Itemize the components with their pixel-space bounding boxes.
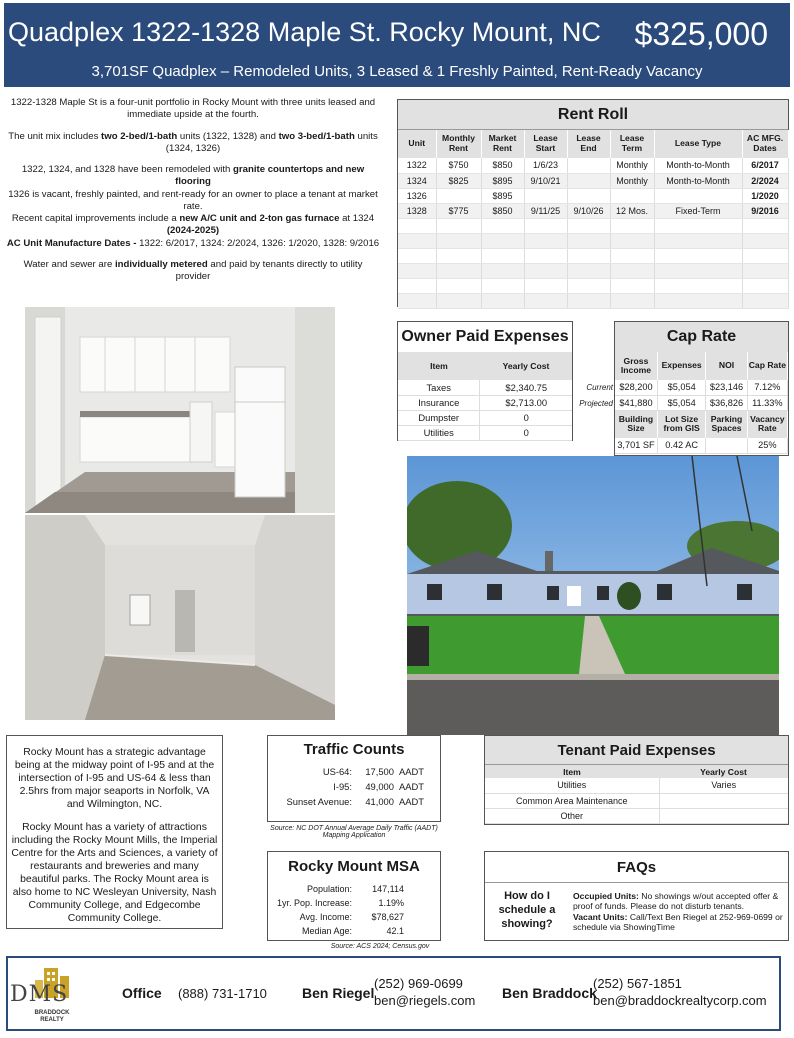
msa-list <box>268 882 440 938</box>
cell <box>398 263 436 278</box>
traffic-road: US-64: <box>322 766 352 777</box>
msa-stats <box>267 851 441 941</box>
cell: $5,054 <box>657 380 705 395</box>
column-header: Lease Type <box>654 130 742 158</box>
intro-text: 1322: 6/2017, 1324: 2/2024, 1326: 1/2020, 1328: 9/2016 <box>139 237 380 249</box>
msa-value: $78,627 <box>371 912 404 922</box>
tenant-expenses-title: Tenant Paid Expenses <box>485 736 788 765</box>
cell: 9/10/26 <box>567 203 610 218</box>
cell <box>654 248 742 263</box>
faq-question: How do I schedule a showing? <box>498 890 556 930</box>
column-header: Monthly Rent <box>436 130 481 158</box>
cell <box>742 263 788 278</box>
faq-box <box>484 851 789 941</box>
cap-row-projected <box>615 395 788 410</box>
msa-value: 42.1 <box>386 926 404 936</box>
list-item <box>268 779 440 794</box>
cell: 9/2016 <box>742 203 788 218</box>
cell <box>436 293 481 308</box>
table-row <box>398 410 572 425</box>
cell <box>742 248 788 263</box>
table-row <box>398 380 572 395</box>
list-item <box>268 896 440 910</box>
intro-text: units (1324, 1326) <box>165 130 378 154</box>
cap-rate-table <box>614 321 789 456</box>
cell <box>610 278 654 293</box>
cell <box>567 278 610 293</box>
column-header: Lease End <box>567 130 610 158</box>
rent-roll-header-row <box>398 130 788 158</box>
rent-roll-row <box>398 203 788 218</box>
cell <box>398 233 436 248</box>
cell <box>524 278 567 293</box>
rent-roll-row <box>398 188 788 203</box>
cell <box>610 248 654 263</box>
traffic-unit: AADT <box>399 781 425 792</box>
cell <box>567 233 610 248</box>
cell: Month-to-Month <box>654 173 742 188</box>
cell: $28,200 <box>615 380 657 395</box>
cell: 25% <box>747 438 787 453</box>
table-row <box>485 808 788 823</box>
area-paragraph-2: Rocky Mount has a variety of attractions including the Rocky Mount Mills, the Imperial Centre for the Arts and Sciences, a variety of restaurants and breweries and many beautiful parks. The Rocky Mount area is also home to NC Wesleyan University, Nash Community College, and Edgecombe Community College. <box>11 822 218 924</box>
agent1-email[interactable]: ben@riegels.com <box>374 993 476 1008</box>
column-header: Market Rent <box>481 130 524 158</box>
tenant-expenses-grid <box>485 765 788 824</box>
rent-roll-row <box>398 173 788 188</box>
cap-row-current <box>615 380 788 395</box>
intro-text: at 1324 <box>339 213 375 225</box>
msa-label: 1yr. Pop. Increase: <box>276 898 352 908</box>
cell <box>659 808 788 823</box>
owner-paid-expenses <box>397 321 573 441</box>
msa-source: Source: ACS 2024; Census.gov <box>330 943 430 950</box>
list-item <box>268 924 440 938</box>
intro-text: 1322, 1324, and 1328 have been remodeled with <box>21 164 234 176</box>
cell: Utilities <box>485 778 659 793</box>
rent-roll-table <box>397 99 789 307</box>
logo-caption-line: BRADDOCK <box>34 1010 70 1016</box>
intro-text: and paid by tenants directly to utility provider <box>175 258 363 283</box>
tenant-paid-expenses <box>484 735 789 825</box>
cell <box>742 218 788 233</box>
owner-expenses-header-row <box>398 352 572 380</box>
cell: 7.12% <box>747 380 787 395</box>
cell <box>436 248 481 263</box>
column-header: Unit <box>398 130 436 158</box>
cell: 0 <box>480 410 572 425</box>
msa-value: 147,114 <box>372 884 404 894</box>
cell <box>742 293 788 308</box>
column-header: Building Size <box>615 410 657 438</box>
cell <box>524 248 567 263</box>
cell: $5,054 <box>657 395 705 410</box>
cell: $825 <box>436 173 481 188</box>
cell: Monthly <box>610 173 654 188</box>
list-item <box>268 882 440 896</box>
faq-vacant-label: Vacant Units: <box>573 911 628 922</box>
cell: 9/10/21 <box>524 173 567 188</box>
cell <box>398 218 436 233</box>
cell <box>567 173 610 188</box>
cell <box>610 218 654 233</box>
rent-roll-grid <box>398 130 789 309</box>
intro-bold: individually metered <box>114 258 208 270</box>
living-room-photo <box>25 515 335 720</box>
traffic-source: Source: NC DOT Annual Average Daily Traffic (AADT) Mapping Application <box>270 825 438 839</box>
agent2-phone[interactable]: (252) 567-1851 <box>593 976 682 991</box>
column-header: NOI <box>706 352 747 380</box>
intro-bold: new A/C unit and 2-ton gas furnace <box>179 213 340 225</box>
traffic-road: Sunset Avenue: <box>286 796 352 807</box>
rent-roll-row <box>398 158 788 173</box>
cell <box>481 248 524 263</box>
logo-caption-line: REALTY <box>40 1017 64 1024</box>
agent2-email[interactable]: ben@braddockrealtycorp.com <box>593 993 767 1008</box>
property-values-row <box>615 438 788 453</box>
column-header: AC MFG. Dates <box>742 130 788 158</box>
msa-label: Population: <box>306 884 352 894</box>
logo-caption <box>32 1010 72 1024</box>
rent-roll-empty-row <box>398 218 788 233</box>
column-header: Yearly Cost <box>502 361 550 371</box>
cell <box>524 218 567 233</box>
cell <box>398 248 436 263</box>
cell: 1322 <box>398 158 436 173</box>
property-header-row <box>615 410 788 438</box>
intro-bold: AC Unit Manufacture Dates - <box>6 237 140 249</box>
cell <box>481 293 524 308</box>
rent-roll-title: Rent Roll <box>398 100 788 130</box>
owner-expenses-title: Owner Paid Expenses <box>401 328 569 345</box>
faq-title: FAQs <box>485 852 788 883</box>
cell <box>654 233 742 248</box>
kitchen-photo <box>25 307 335 513</box>
faq-occupied-text: No showings w/out accepted offer & proof of funds. Please do not disturb tenants. <box>573 891 779 912</box>
intro-paragraph-2 <box>6 131 380 156</box>
cell: 1328 <box>398 203 436 218</box>
cell: Taxes <box>398 380 480 395</box>
cell: Fixed-Term <box>654 203 742 218</box>
cell <box>436 278 481 293</box>
cell <box>567 293 610 308</box>
cell: 1/6/23 <box>524 158 567 173</box>
cell: Other <box>485 808 659 823</box>
page-title: Quadplex 1322-1328 Maple St. Rocky Mount, NC <box>8 17 601 47</box>
cap-rate-title: Cap Rate <box>615 322 788 352</box>
cell: 0 <box>480 425 572 440</box>
cell <box>436 233 481 248</box>
cap-rate-header-row <box>615 352 788 380</box>
cell <box>481 263 524 278</box>
cap-row-label: Projected <box>579 399 613 408</box>
msa-label: Avg. Income: <box>299 912 352 922</box>
cell <box>436 218 481 233</box>
cell: $36,826 <box>706 395 747 410</box>
cell <box>567 263 610 278</box>
cell <box>481 218 524 233</box>
contact-footer <box>6 956 781 1031</box>
cell: 2/2024 <box>742 173 788 188</box>
area-paragraph-1: Rocky Mount has a strategic advantage being at the midway point of I-95 and at the intersection of I-95 and US-64 & less than 2.5hrs from major seaports in Norfolk, VA and Wilmington, NC. <box>14 747 215 810</box>
column-header: Lot Size from GIS <box>657 410 705 438</box>
office-phone[interactable]: (888) 731-1710 <box>178 986 267 1001</box>
cell <box>654 263 742 278</box>
cell: $23,146 <box>706 380 747 395</box>
table-row <box>398 395 572 410</box>
listing-price: $325,000 <box>634 16 768 52</box>
column-header: Lease Term <box>610 130 654 158</box>
owner-expenses-grid <box>398 352 572 441</box>
cell <box>610 293 654 308</box>
cell: Utilities <box>398 425 480 440</box>
intro-text: Water and sewer are <box>23 258 115 270</box>
cell <box>567 218 610 233</box>
faq-answer <box>573 891 787 932</box>
intro-bold: two 2-bed/1-bath <box>101 130 178 142</box>
cell: 11.33% <box>747 395 787 410</box>
cell: Common Area Maintenance <box>485 793 659 808</box>
column-header: Yearly Cost <box>700 766 747 777</box>
page-subtitle: 3,701SF Quadplex – Remodeled Units, 3 Leased & 1 Freshly Painted, Rent-Ready Vacancy <box>91 63 703 80</box>
faq-occupied-label: Occupied Units: <box>573 891 639 901</box>
traffic-unit: AADT <box>399 796 425 807</box>
faq-vacant-text: Call/Text Ben Riegel at 252-969-0699 or schedule via ShowingTime <box>573 911 783 932</box>
table-row <box>398 425 572 440</box>
rent-roll-empty-row <box>398 293 788 308</box>
cell: Insurance <box>398 395 480 410</box>
cell <box>742 278 788 293</box>
cell <box>524 233 567 248</box>
column-header: Parking Spaces <box>706 410 747 438</box>
msa-value: 1.19% <box>378 898 404 908</box>
tenant-expenses-header-row <box>485 765 788 778</box>
intro-bold: granite countertops and new flooring <box>175 164 365 188</box>
cell: Dumpster <box>398 410 480 425</box>
header-banner <box>4 3 790 87</box>
cell <box>610 188 654 203</box>
intro-bold: two 3-bed/1-bath <box>278 130 355 142</box>
cell: 3,701 SF <box>615 438 657 453</box>
cell: Month-to-Month <box>654 158 742 173</box>
cell <box>436 188 481 203</box>
cell <box>436 263 481 278</box>
cell: $41,880 <box>615 395 657 410</box>
intro-text: units (1322, 1328) and <box>177 130 279 142</box>
intro-paragraph-4 <box>6 259 380 284</box>
cell: 1324 <box>398 173 436 188</box>
cell <box>567 248 610 263</box>
intro-text: 1326 is vacant, freshly painted, and rent-ready for an owner to place a tenant at market rate. <box>8 188 378 212</box>
agent1-name: Ben Riegel <box>302 985 375 1001</box>
intro-bold: (2024-2025) <box>166 225 220 237</box>
traffic-count: 41,000 <box>365 796 394 807</box>
traffic-count: 17,500 <box>365 766 394 777</box>
list-item <box>268 764 440 779</box>
exterior-photo <box>407 456 779 735</box>
cell: 1326 <box>398 188 436 203</box>
cell <box>659 793 788 808</box>
cap-rate-grid <box>615 352 788 454</box>
property-description <box>6 97 380 292</box>
cell: $895 <box>481 188 524 203</box>
cell <box>567 188 610 203</box>
cell <box>398 293 436 308</box>
column-header: Lease Start <box>524 130 567 158</box>
cell <box>706 438 747 453</box>
cell <box>654 218 742 233</box>
column-header: Item <box>430 361 448 371</box>
rent-roll-body <box>398 158 788 308</box>
cell: $2,340.75 <box>480 380 572 395</box>
cell <box>481 278 524 293</box>
cell: Monthly <box>610 158 654 173</box>
cap-row-label: Current <box>586 383 613 392</box>
cell <box>742 233 788 248</box>
intro-paragraph-3 <box>6 164 380 250</box>
cell: 6/2017 <box>742 158 788 173</box>
column-header: Gross Income <box>615 352 657 380</box>
logo-letters: DMS <box>10 982 69 1007</box>
cell <box>610 233 654 248</box>
traffic-count: 49,000 <box>365 781 394 792</box>
cell <box>524 293 567 308</box>
table-row <box>485 793 788 808</box>
cell <box>398 278 436 293</box>
traffic-road: I-95: <box>333 781 352 792</box>
cell: $2,713.00 <box>480 395 572 410</box>
column-header: Expenses <box>657 352 705 380</box>
rent-roll-empty-row <box>398 248 788 263</box>
agent2-name: Ben Braddock <box>502 985 597 1001</box>
cell: 12 Mos. <box>610 203 654 218</box>
column-header: Item <box>563 766 581 777</box>
cell <box>654 278 742 293</box>
cell: $775 <box>436 203 481 218</box>
rent-roll-empty-row <box>398 278 788 293</box>
office-label: Office <box>122 985 162 1001</box>
cell: $895 <box>481 173 524 188</box>
intro-paragraph-1: 1322-1328 Maple St is a four-unit portfolio in Rocky Mount with three units leased and immediate upside at the fourth. <box>10 97 376 121</box>
cell <box>654 188 742 203</box>
msa-label: Median Age: <box>301 926 352 936</box>
traffic-list <box>268 764 440 809</box>
rent-roll-empty-row <box>398 263 788 278</box>
msa-title: Rocky Mount MSA <box>288 858 420 875</box>
traffic-unit: AADT <box>399 766 425 777</box>
cell <box>567 158 610 173</box>
list-item <box>268 794 440 809</box>
intro-text: Recent capital improvements include a <box>11 213 180 225</box>
cell: Varies <box>659 778 788 793</box>
column-header: Vacancy Rate <box>747 410 787 438</box>
traffic-counts <box>267 735 441 822</box>
cell <box>481 233 524 248</box>
cell: $750 <box>436 158 481 173</box>
cell <box>654 293 742 308</box>
list-item <box>268 910 440 924</box>
cell: 0.42 AC <box>657 438 705 453</box>
cell: 9/11/25 <box>524 203 567 218</box>
area-description <box>6 735 223 929</box>
cell: $850 <box>481 158 524 173</box>
table-row <box>485 778 788 793</box>
braddock-logo <box>10 962 94 1026</box>
column-header: Cap Rate <box>747 352 787 380</box>
cell: 1/2020 <box>742 188 788 203</box>
cell <box>524 188 567 203</box>
agent1-phone[interactable]: (252) 969-0699 <box>374 976 463 991</box>
intro-text: The unit mix includes <box>8 130 102 142</box>
cell <box>524 263 567 278</box>
traffic-title: Traffic Counts <box>303 741 405 758</box>
cell: $850 <box>481 203 524 218</box>
cell <box>610 263 654 278</box>
rent-roll-empty-row <box>398 233 788 248</box>
